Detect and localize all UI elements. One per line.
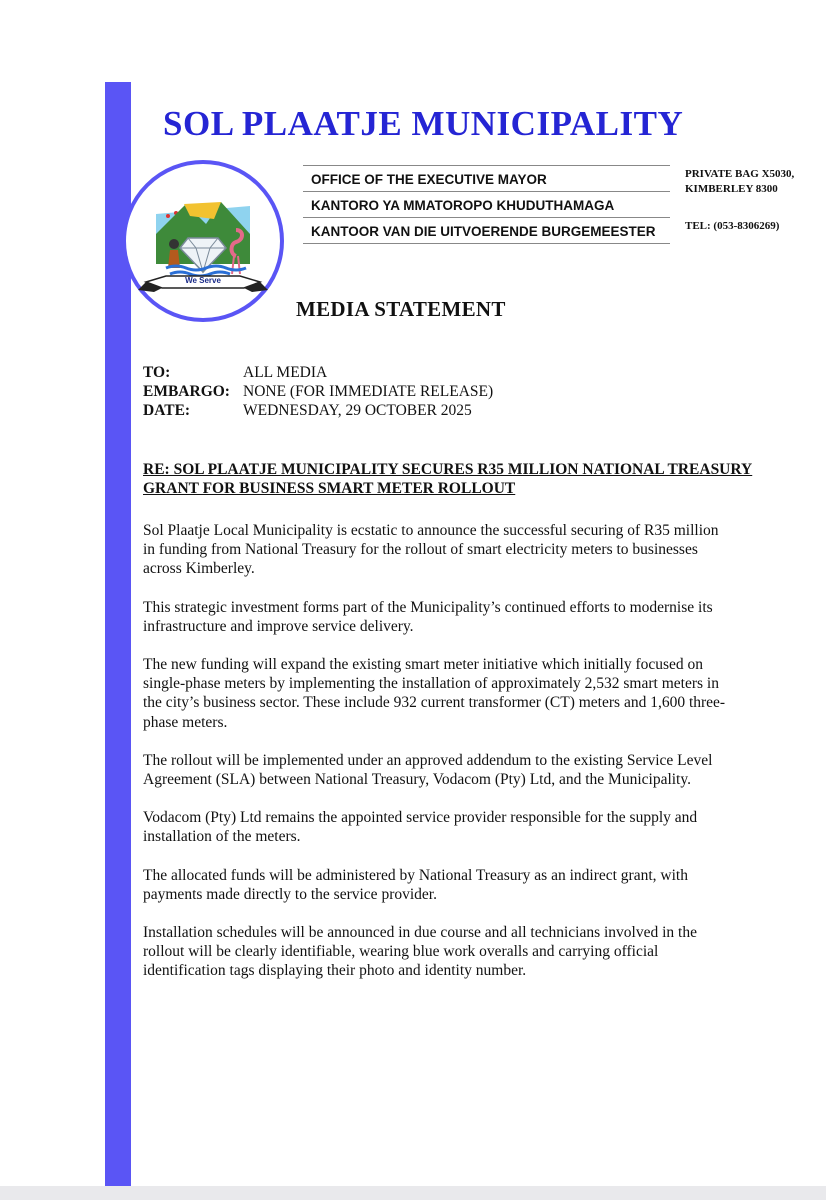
meta-to — [143, 363, 493, 382]
address-line-1: PRIVATE BAG X5030, — [685, 168, 795, 180]
meta-date — [143, 401, 493, 420]
to-label: TO: — [143, 364, 171, 381]
municipal-logo — [122, 160, 284, 322]
paragraph: The new funding will expand the existing smart meter initiative which initially focused on single-phase meters by implementing the installation of approximately 2,532 smart meters in the city’s business sector. These include 932 current transformer (CT) meters and 1,600 three-phase meters. — [143, 656, 726, 731]
office-names — [303, 165, 670, 244]
office-name-afrikaans: KANTOOR VAN DIE UITVOERENDE BURGEMEESTER — [303, 217, 670, 244]
subject-line: RE: SOL PLAATJE MUNICIPALITY SECURES R35 MILLION NATIONAL TREASURY GRANT FOR BUSINESS SMART METER ROLLOUT — [143, 461, 753, 497]
paragraph: Installation schedules will be announced in due course and all technicians involved in the rollout will be clearly identifiable, wearing blue work overalls and carrying official identification tags displaying their photo and identity number. — [143, 924, 697, 980]
media-statement-heading: MEDIA STATEMENT — [296, 297, 506, 321]
embargo-value: NONE (FOR IMMEDIATE RELEASE) — [243, 383, 494, 400]
embargo-label: EMBARGO: — [143, 383, 230, 400]
meta-embargo — [143, 382, 493, 401]
office-name-setswana: KANTORO YA MMATOROPO KHUDUTHAMAGA — [303, 191, 670, 217]
municipality-title: SOL PLAATJE MUNICIPALITY — [163, 104, 684, 143]
bottom-edge — [0, 1186, 826, 1200]
paragraph: The allocated funds will be administered by National Treasury as an indirect grant, with payments made directly to the service provider. — [143, 866, 688, 903]
paragraph: This strategic investment forms part of the Municipality’s continued efforts to modernise its infrastructure and improve service delivery. — [143, 598, 713, 635]
paragraph: Sol Plaatje Local Municipality is ecstatic to announce the successful securing of R35 million in funding from National Treasury for the rollout of smart electricity meters to businesses across Kimberley. — [143, 522, 719, 578]
postal-address — [685, 167, 794, 197]
paragraph: Vodacom (Pty) Ltd remains the appointed service provider responsible for the supply and installation of the meters. — [143, 809, 698, 846]
office-name-english: OFFICE OF THE EXECUTIVE MAYOR — [303, 165, 670, 191]
paragraph: The rollout will be implemented under an approved addendum to the existing Service Level Agreement (SLA) between National Treasury, Vodacom (Pty) Ltd, and the Municipality. — [143, 751, 713, 789]
telephone: TEL: (053-8306269) — [685, 220, 780, 232]
to-value: ALL MEDIA — [243, 364, 328, 381]
coat-of-arms-icon — [126, 164, 280, 318]
logo-motto: We Serve — [185, 276, 221, 285]
address-line-2: KIMBERLEY 8300 — [685, 183, 778, 195]
statement-body — [143, 521, 728, 1000]
date-label: DATE: — [143, 402, 191, 419]
statement-meta — [143, 363, 493, 420]
date-value: WEDNESDAY, 29 OCTOBER 2025 — [243, 402, 472, 419]
